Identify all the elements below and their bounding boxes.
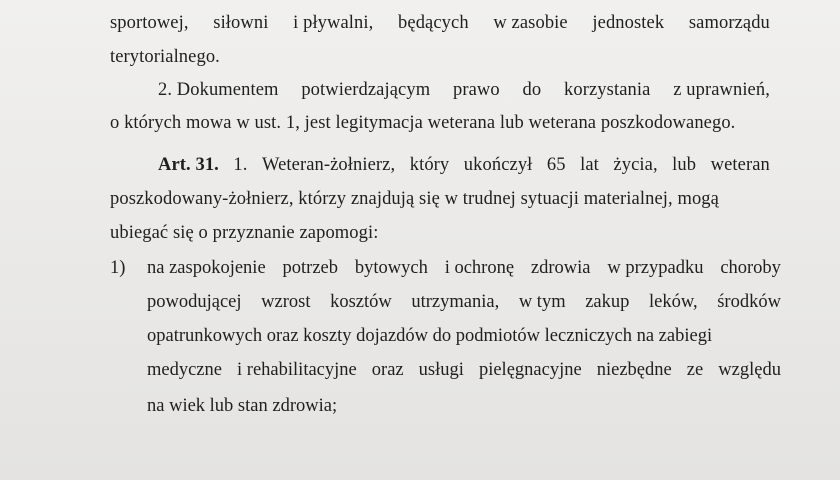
word: lub bbox=[672, 155, 697, 175]
art-31-line-1 bbox=[158, 153, 770, 177]
word: do bbox=[522, 80, 542, 100]
word: będących bbox=[398, 13, 469, 33]
word: względu bbox=[718, 360, 781, 380]
text-line-top-1 bbox=[110, 11, 770, 35]
word: samorządu bbox=[688, 13, 770, 33]
word: na zaspokojenie bbox=[147, 258, 266, 278]
word: środków bbox=[717, 292, 781, 312]
word: w zasobie bbox=[493, 13, 568, 33]
word: jednostek bbox=[592, 13, 665, 33]
word: Weteran-żołnierz, bbox=[262, 155, 396, 175]
list-item-line-5: na wiek lub stan zdrowia; bbox=[147, 396, 338, 416]
word: i ochronę bbox=[444, 258, 515, 278]
word: życia, bbox=[613, 155, 658, 175]
word: wzrost bbox=[261, 292, 311, 312]
paragraph-2-line-1 bbox=[158, 78, 770, 102]
word: potwierdzającym bbox=[301, 80, 431, 100]
word: 65 bbox=[546, 155, 566, 175]
word: w przypadku bbox=[607, 258, 704, 278]
article-label: Art. 31. bbox=[158, 155, 219, 175]
word: weteran bbox=[710, 155, 770, 175]
word: z uprawnień, bbox=[673, 80, 770, 100]
word: ukończył bbox=[463, 155, 533, 175]
word: pielęgnacyjne bbox=[478, 360, 582, 380]
word: medyczne bbox=[147, 360, 222, 380]
word: choroby bbox=[720, 258, 781, 278]
word: zdrowia bbox=[530, 258, 591, 278]
word: lat bbox=[580, 155, 599, 175]
list-item-line-2 bbox=[147, 290, 781, 314]
word: korzystania bbox=[564, 80, 651, 100]
list-item-line-3: opatrunkowych oraz koszty dojazdów do podmiotów leczniczych na zabiegi bbox=[147, 326, 713, 346]
word: ze bbox=[686, 360, 704, 380]
list-item-number: 1) bbox=[110, 258, 126, 278]
word: który bbox=[409, 155, 450, 175]
text-line-top-2: terytorialnego. bbox=[110, 47, 220, 67]
word: w tym bbox=[518, 292, 566, 312]
word: 2. Dokumentem bbox=[158, 80, 279, 100]
list-item-line-1 bbox=[147, 256, 781, 280]
word: 1. bbox=[233, 155, 248, 175]
word: kosztów bbox=[330, 292, 392, 312]
word: i pływalni, bbox=[293, 13, 374, 33]
word: siłowni bbox=[213, 13, 269, 33]
list-item-line-4 bbox=[147, 358, 781, 382]
word: oraz bbox=[371, 360, 404, 380]
art-31-line-3: ubiegać się o przyznanie zapomogi: bbox=[110, 223, 379, 243]
word: potrzeb bbox=[282, 258, 339, 278]
paragraph-2-line-2: o których mowa w ust. 1, jest legitymacja weterana lub weterana poszkodowanego. bbox=[110, 113, 736, 133]
word: leków, bbox=[648, 292, 698, 312]
art-31-line-2: poszkodowany-żołnierz, którzy znajdują się w trudnej sytuacji materialnej, mogą bbox=[110, 189, 719, 209]
word: powodującej bbox=[147, 292, 242, 312]
word: zakup bbox=[585, 292, 630, 312]
word: niezbędne bbox=[596, 360, 672, 380]
word: i rehabilitacyjne bbox=[237, 360, 357, 380]
word: utrzymania, bbox=[411, 292, 500, 312]
word: sportowej, bbox=[110, 13, 189, 33]
word: bytowych bbox=[354, 258, 428, 278]
word: prawo bbox=[453, 80, 500, 100]
word: usługi bbox=[418, 360, 464, 380]
